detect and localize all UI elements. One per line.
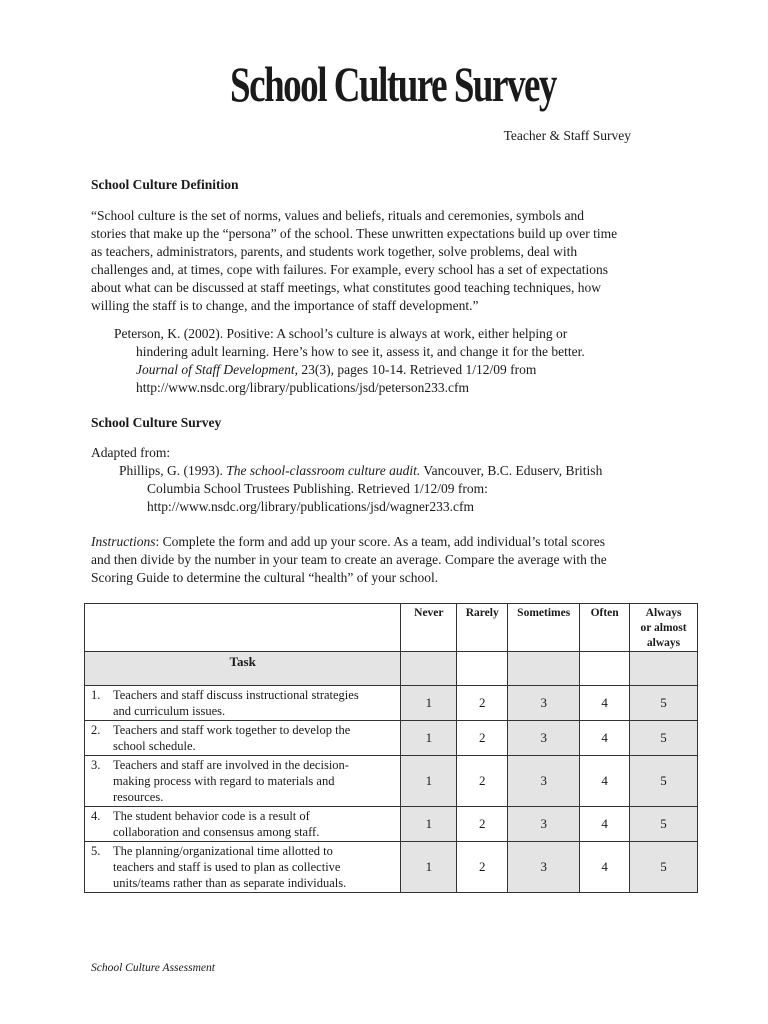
score-often[interactable]: 4	[580, 721, 630, 756]
citation-line	[119, 462, 699, 480]
task-line	[91, 758, 349, 772]
task-text: making process with regard to materials and	[113, 774, 335, 788]
task-column-header: Task	[85, 652, 401, 686]
definition-paragraph	[91, 207, 701, 315]
citation-detail: Vancouver, B.C. Eduserv, British	[420, 463, 603, 478]
score-sometimes[interactable]: 3	[508, 756, 580, 807]
score-always[interactable]: 5	[630, 756, 698, 807]
page-subtitle: Teacher & Staff Survey	[503, 128, 631, 143]
table-row	[85, 686, 698, 721]
task-text: Teachers and staff are involved in the decision-	[113, 758, 349, 772]
task-text: resources.	[113, 790, 164, 804]
definition-line: as teachers, administrators, parents, and students work together, solve problems, deal with	[91, 244, 578, 259]
citation-url: http://www.nsdc.org/library/publications/jsd/peterson233.cfm	[136, 380, 469, 395]
definition-line: willing the staff is to change, and the importance of staff development.”	[91, 298, 479, 313]
score-rarely[interactable]: 2	[457, 807, 508, 842]
table-row	[85, 756, 698, 807]
task-text: collaboration and consensus among staff.	[113, 825, 320, 839]
task-number: 2.	[91, 723, 101, 737]
score-often[interactable]: 4	[580, 807, 630, 842]
score-often[interactable]: 4	[580, 842, 630, 893]
task-number: 1.	[91, 688, 101, 702]
page-footer: School Culture Assessment	[91, 962, 215, 974]
task-line	[91, 688, 359, 702]
score-often[interactable]: 4	[580, 686, 630, 721]
task-cell	[85, 756, 401, 807]
score-always[interactable]: 5	[630, 842, 698, 893]
column-header-rarely: Rarely	[457, 604, 508, 652]
blank-cell	[580, 652, 630, 686]
column-header-often: Often	[580, 604, 630, 652]
survey-heading: School Culture Survey	[91, 415, 222, 430]
column-header-line: always	[646, 637, 681, 649]
score-often[interactable]: 4	[580, 756, 630, 807]
column-header-line: or almost	[640, 622, 687, 634]
citation-line	[114, 361, 684, 379]
score-rarely[interactable]: 2	[457, 721, 508, 756]
citation-line: Columbia School Trustees Publishing. Retrieved 1/12/09 from:	[147, 481, 488, 496]
column-header-line: Always	[645, 607, 682, 619]
score-sometimes[interactable]: 3	[508, 807, 580, 842]
score-never[interactable]: 1	[401, 807, 457, 842]
instructions-line: and then divide by the number in your team to create an average. Compare the average with the	[91, 552, 607, 567]
shaded-cell	[630, 652, 698, 686]
score-rarely[interactable]: 2	[457, 756, 508, 807]
score-never[interactable]: 1	[401, 756, 457, 807]
score-sometimes[interactable]: 3	[508, 721, 580, 756]
header-row	[85, 604, 698, 652]
shaded-cell	[401, 652, 457, 686]
task-text: Teachers and staff discuss instructional strategies	[113, 688, 359, 702]
score-rarely[interactable]: 2	[457, 842, 508, 893]
task-text: teachers and staff is used to plan as collective	[113, 860, 341, 874]
task-line	[91, 723, 350, 737]
task-text: The student behavior code is a result of	[113, 809, 310, 823]
task-cell	[85, 807, 401, 842]
score-sometimes[interactable]: 3	[508, 842, 580, 893]
score-always[interactable]: 5	[630, 721, 698, 756]
table-row	[85, 721, 698, 756]
task-text: units/teams rather than as separate individuals.	[113, 876, 347, 890]
shaded-cell	[508, 652, 580, 686]
task-text: The planning/organizational time allotted to	[113, 844, 333, 858]
column-header-sometimes: Sometimes	[508, 604, 580, 652]
table-row	[85, 842, 698, 893]
header-blank-cell	[85, 604, 401, 652]
page-title: School Culture Survey	[230, 56, 556, 112]
citation-url: http://www.nsdc.org/library/publications/jsd/wagner233.cfm	[147, 499, 474, 514]
citation-line: Peterson, K. (2002). Positive: A school’s culture is always at work, either helping or	[114, 326, 568, 341]
column-header-always	[630, 604, 698, 652]
instructions-paragraph	[91, 533, 701, 587]
phillips-citation	[119, 462, 699, 516]
citation-author: Phillips, G. (1993).	[119, 463, 227, 478]
definition-line: challenges and, at times, cope with failures. For example, every school has a set of expectations	[91, 262, 608, 277]
instructions-text: : Complete the form and add up your score. As a team, add individual’s total scores	[155, 534, 606, 549]
citation-detail: 23(3), pages 10-14. Retrieved 1/12/09 from	[297, 362, 537, 377]
score-rarely[interactable]: 2	[457, 686, 508, 721]
score-always[interactable]: 5	[630, 807, 698, 842]
column-header-never: Never	[401, 604, 457, 652]
score-never[interactable]: 1	[401, 686, 457, 721]
citation-title: The school-classroom culture audit.	[226, 463, 421, 478]
instructions-line	[91, 533, 701, 551]
task-line	[91, 844, 333, 858]
task-number: 3.	[91, 758, 101, 772]
instructions-line: Scoring Guide to determine the cultural “health” of your school.	[91, 570, 439, 585]
instructions-label: Instructions	[91, 534, 156, 549]
score-sometimes[interactable]: 3	[508, 686, 580, 721]
definition-heading: School Culture Definition	[91, 177, 239, 192]
task-text: school schedule.	[113, 739, 196, 753]
task-number: 4.	[91, 809, 101, 823]
task-line	[91, 809, 310, 823]
definition-line: stories that make up the “persona” of the school. These unwritten expectations build up over time	[91, 226, 618, 241]
score-never[interactable]: 1	[401, 842, 457, 893]
table-row	[85, 807, 698, 842]
journal-title: Journal of Staff Development,	[136, 362, 298, 377]
task-number: 5.	[91, 844, 101, 858]
citation-line: hindering adult learning. Here’s how to see it, assess it, and change it for the better.	[136, 344, 585, 359]
definition-line: “School culture is the set of norms, values and beliefs, rituals and ceremonies, symbols and	[91, 208, 585, 223]
task-header-row	[85, 652, 698, 686]
task-cell	[85, 842, 401, 893]
task-cell	[85, 686, 401, 721]
score-never[interactable]: 1	[401, 721, 457, 756]
blank-cell	[457, 652, 508, 686]
survey-table	[84, 603, 698, 893]
peterson-citation	[114, 325, 684, 397]
adapted-from-label: Adapted from:	[91, 445, 171, 460]
task-text: and curriculum issues.	[113, 704, 226, 718]
score-always[interactable]: 5	[630, 686, 698, 721]
definition-line: about what can be discussed at staff meetings, what constitutes good teaching techniques, how	[91, 280, 602, 295]
task-cell	[85, 721, 401, 756]
task-text: Teachers and staff work together to develop the	[113, 723, 351, 737]
